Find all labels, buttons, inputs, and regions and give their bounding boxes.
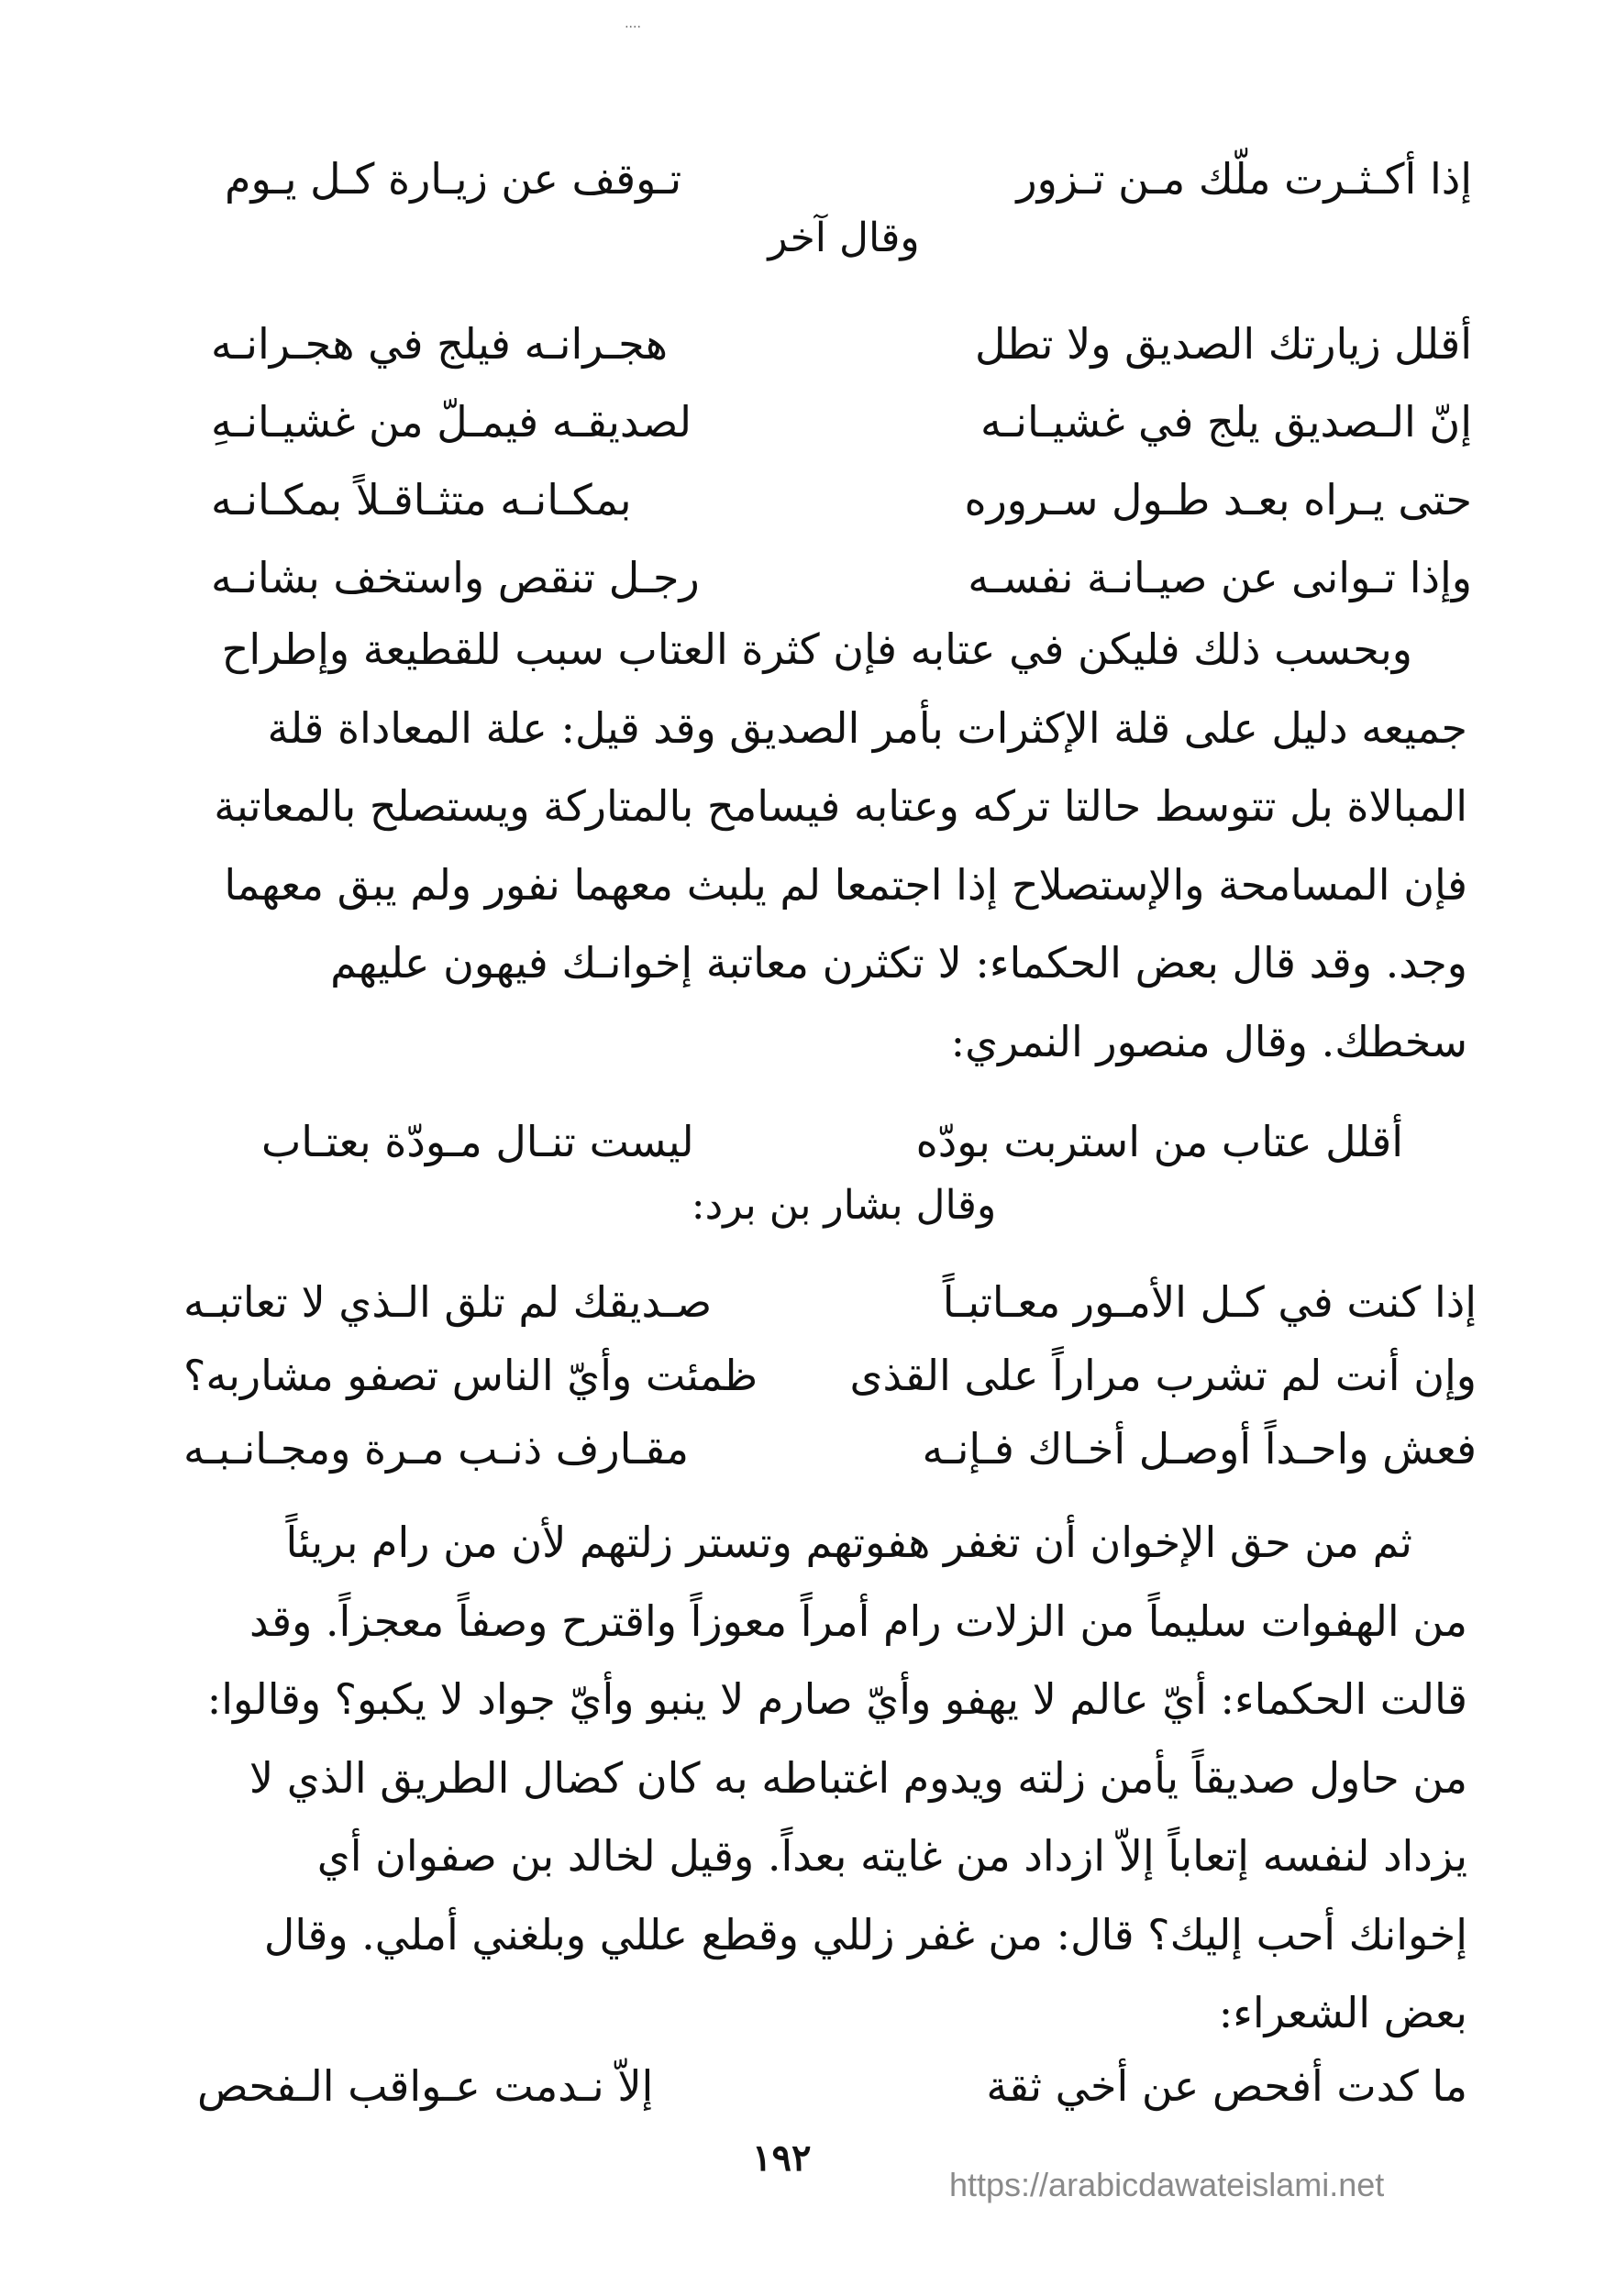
prose-paragraph [147,611,1467,1081]
prose-line: يزداد لنفسه إتعاباً إلاّ ازداد من غايته بعداً. وقيل لخالد بن صفوان أي [316,1831,1467,1881]
prose-paragraph [147,1504,1467,2053]
verse-hemistich-left: لصديقـه فيمـلّ من غشيـانـهِ [211,397,692,447]
verse-hemistich-right: أقلل عتاب من استربت بودّه [915,1117,1403,1166]
verse-line [211,390,1472,454]
prose-line: من حاول صديقاً يأمن زلته ويدوم اغتباطه به كان كضال الطريق الذي لا [249,1752,1467,1803]
verse-hemistich-left: إلاّ نـدمت عـواقب الـفحص [197,2061,654,2111]
prose-line: وجد. وقد قال بعض الحكماء: لا تكثرن معاتبة إخوانـك فيهون عليهم [330,938,1467,988]
prose-line: بعض الشعراء: [1218,1988,1467,2037]
prose-line: قالت الحكماء: أيّ عالم لا يهفو وأيّ صارم لا ينبو وأيّ جواد لا يكبو؟ وقالوا: [206,1674,1467,1724]
top-mark: .... [625,17,641,31]
verse-hemistich-left: مقـارف ذنـب مـرة ومجـانـبـه [183,1424,690,1474]
prose-line: جميعه دليل على قلة الإكثرات بأمر الصديق وقد قيل: علة المعاداة قلة [267,702,1467,753]
poem-intro: وقال آخر [768,215,920,261]
watermark-url: https://arabicdawateislami.net [949,2166,1385,2203]
verse-hemistich-right: فعش واحـداً أوصـل أخـاك فـإنـه [922,1424,1477,1474]
prose-line: ثم من حق الإخوان أن تغفر هفوتهم وتستر زلتهم لأن من رام بريئاً [285,1518,1412,1567]
poem-intro: وقال بشار بن برد: [691,1182,997,1229]
prose-line: إخوانك أحب إليك؟ قال: من غفر زللي وقطع عللي وبلغني أملي. وقال [263,1909,1467,1959]
verse-line [183,1343,1477,1407]
verse-hemistich-right: إذا أكـثـرت ملّك مـن تـزور [1016,154,1472,204]
verse-line [211,312,1472,376]
verse-hemistich-right: إنّ الـصديق يلج في غشيـانـه [980,397,1472,447]
verse-hemistich-left: ليست تنـال مـودّة بعتـاب [261,1117,694,1166]
prose-line: وبحسب ذلك فليكن في عتابه فإن كثرة العتاب سبب للقطيعة وإطراح [221,624,1412,674]
verse-hemistich-left: بمكـانـه متثـاقـلاً بمكـانـه [211,475,632,524]
prose-line: سخطك. وقال منصور النمري: [950,1016,1467,1066]
page-number: ١٩٢ [752,2136,812,2180]
prose-line: فإن المسامحة والإستصلاح إذا اجتمعا لم يلبث معهما نفور ولم يبق معهما [224,859,1467,910]
verse-line [211,546,1472,610]
verse-hemistich-left: ظمئت وأيّ الناس تصفو مشاربه؟ [183,1351,758,1400]
verse-line [197,2054,1467,2118]
prose-line: من الهفوات سليماً من الزلات رام أمراً معوزاً واقترح وصفاً معجزاً. وقد [249,1595,1467,1646]
verse-hemistich-right: وإذا تـوانى عن صيـانـة نفسـه [968,553,1472,602]
verse-hemistich-right: أقلل زيارتك الصديق ولا تطل [975,319,1472,369]
verse-line [225,147,1472,211]
prose-line: المبالاة بل تتوسط حالتا تركه وعتابه فيسامح بالمتاركة ويستصلح بالمعاتبة [214,781,1467,831]
verse-line [261,1109,1403,1174]
verse-hemistich-right: وإن أنت لم تشرب مراراً على القذى [849,1351,1477,1400]
verse-hemistich-right: حتى يـراه بعـد طـول سـروره [964,475,1472,524]
verse-hemistich-left: هجـرانـه فيلج في هجـرانـه [211,319,669,369]
verse-hemistich-left: صـديقك لم تلق الـذي لا تعاتبـه [183,1277,713,1327]
verse-hemistich-right: ما كدت أفحص عن أخي ثقة [986,2061,1467,2111]
verse-line [183,1417,1477,1481]
verse-hemistich-left: تـوقف عن زيـارة كـل يـوم [225,154,682,204]
verse-line [183,1270,1477,1334]
verse-hemistich-right: إذا كنت في كـل الأمـور معـاتبـاً [942,1277,1477,1327]
verse-hemistich-left: رجـل تنقص واستخف بشانـه [211,553,700,602]
verse-line [211,468,1472,532]
